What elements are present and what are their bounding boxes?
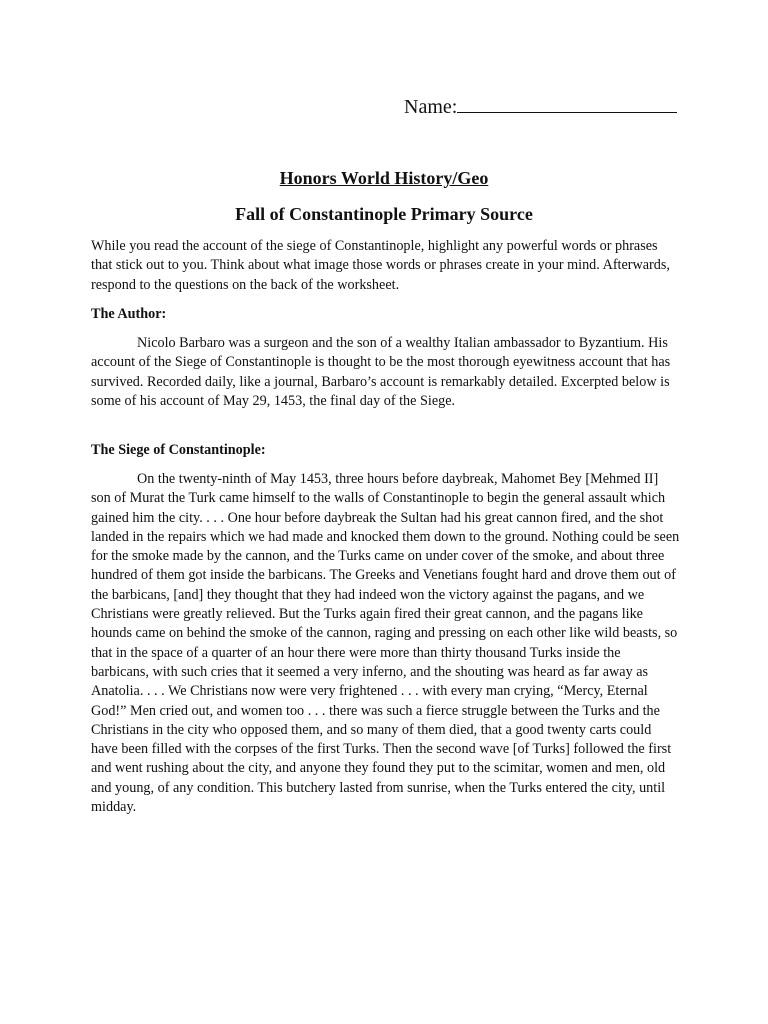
worksheet-title: Fall of Constantinople Primary Source: [235, 204, 533, 224]
siege-heading: The Siege of Constantinople:: [91, 442, 266, 458]
course-title: Honors World History/Geo: [279, 168, 489, 188]
name-field: [404, 94, 677, 119]
intro-paragraph: While you read the account of the siege of Constantinople, highlight any powerful words or phrases that stick out to you. Think about what image those words or phrases create in your mind. Afterwards, respond to the questions on the back of the worksheet.: [91, 238, 670, 293]
siege-paragraph: On the twenty-ninth of May 1453, three hours before daybreak, Mahomet Bey [Mehmed II] son of Murat the Turk came himself to the walls of Constantinople to begin the general assault which gained him the city. . . . One hour before daybreak the Sultan had his great cannon fired, and the shot landed in the repairs which we had made and knocked them down to the ground. Nothing could be seen for the smoke made by the cannon, and the Turks came on under cover of the smoke, and about three hundred of them got inside the barbicans. The Greeks and Venetians fought hard and drove them out of the barbicans, [and] they thought that they had indeed won the victory against the pagans, and we Christians were greatly relieved. But the Turks again fired their great cannon, and the pagans like hounds came on behind the smoke of the cannon, raging and pressing on each other like wild beasts, so that in the space of a quarter of an hour there were more than thirty thousand Turks inside the barbicans, with such cries that it seemed a very inferno, and the shouting was heard as far away as Anatolia. . . . We Christians now were very frightened . . . with every man crying, “Mercy, Eternal God!” Men cried out, and women too . . . there was such a fierce struggle between the Turks and the Christians in the city who opposed them, and so many of them died, that a good twenty carts could have been filled with the corpses of the first Turks. Then the second wave [of Turks] followed the first and went rushing about the city, and anyone they found they put to the scimitar, women and men, old and young, of any condition. This butchery lasted from sunrise, when the Turks entered the city, until midday.: [91, 471, 680, 816]
author-section: [91, 334, 681, 411]
siege-section: [91, 470, 681, 817]
name-blank-line: [457, 94, 677, 113]
author-heading: The Author:: [91, 306, 167, 322]
name-label: Name:: [404, 96, 458, 118]
author-paragraph: Nicolo Barbaro was a surgeon and the son of a wealthy Italian ambassador to Byzantium. His account of the Siege of Constantinople is thought to be the most thorough eyewitness account that has survived. Recorded daily, like a journal, Barbaro’s account is remarkably detailed. Excerpted below is some of his account of May 29, 1453, the final day of the Siege.: [91, 335, 671, 409]
